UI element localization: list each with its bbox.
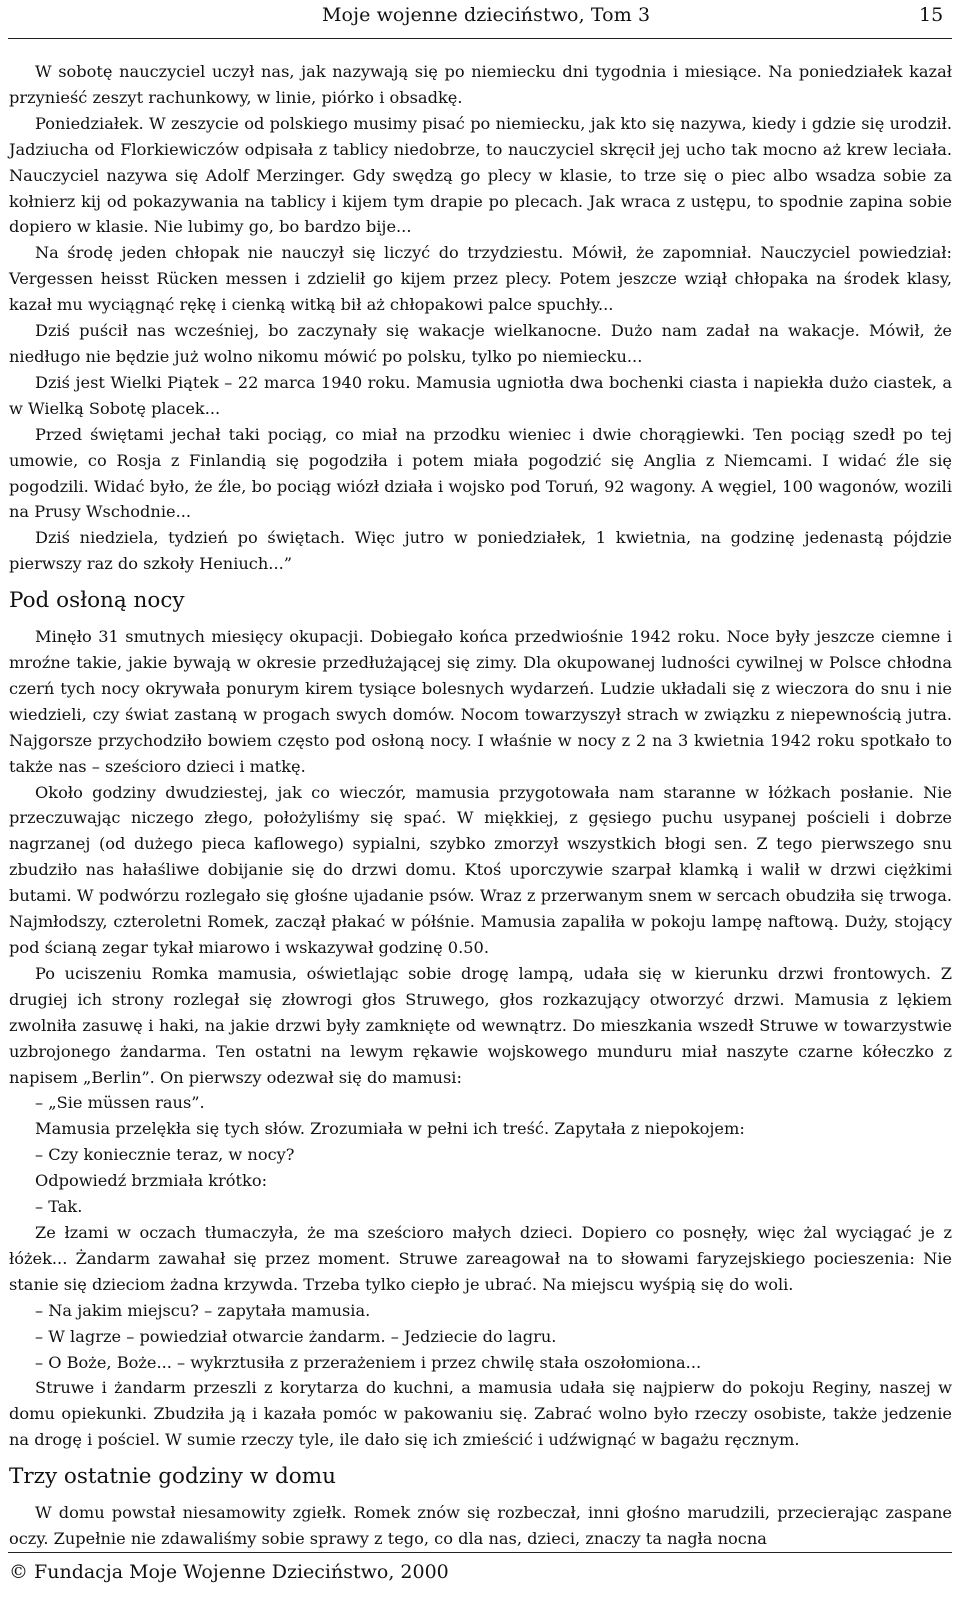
paragraph: Odpowiedź brzmiała krótko:: [35, 1171, 268, 1191]
paragraph: Po uciszeniu Romka mamusia, oświetlając sobie drogę lampą, udała się w kierunku drzwi frontowych. Z drugiej ich strony rozlegał się złowrogi głos Struwego, głos rozkazujący otworzyć drzwi. Mamusia z lękiem zwolniła zasuwę i haki, na jakie drzwi były zamknięte od wewnątrz. Do mieszkania wszedł Struwe w towarzystwie uzbrojonego żandarma. Ten ostatni na lewym rękawie wojskowego munduru miał naszyte czarne kółeczko z napisem „Berlin”. On pierwszy odezwał się do mamusi:: [9, 963, 952, 1087]
paragraph: Dziś niedziela, tydzień po świętach. Więc jutro w poniedziałek, 1 kwietnia, na godzinę jedenastą pójdzie pierwszy raz do szkoły Heniuch...”: [9, 528, 952, 574]
paragraph: Poniedziałek. W zeszycie od polskiego musimy pisać po niemiecku, jak kto się nazywa, kiedy i gdzie się urodził. Jadziucha od Florkiewiczów odpisała z tablicy niedobrze, to nauczyciel skręcił jej ucho tak mocno aż krew leciała. Nauczyciel nazywa się Adolf Merzinger. Gdy swędzą go plecy w klasie, to trze się o piec albo wsadza sobie za kołnierz kij od pokazywania na tablicy i kijem tym drapie po plecach. Jak wraca z ustępu, to spodnie zapina sobie dopiero w klasie. Nie lubimy go, bo bardzo bije...: [9, 113, 952, 237]
dialog-line: – Na jakim miejscu? – zapytała mamusia.: [35, 1300, 371, 1320]
paragraph: W domu powstał niesamowity zgiełk. Romek znów się rozbeczał, inni głośno marudzili, przecierając zaspane oczy. Zupełnie nie zdawaliśmy sobie sprawy z tego, co dla nas, dzieci, znaczy ta nagła nocna: [9, 1503, 952, 1549]
running-title: Moje wojenne dzieciństwo, Tom 3: [322, 4, 651, 26]
dialog-line: – Tak.: [35, 1197, 83, 1217]
page-number: 15: [919, 4, 944, 26]
page-body: [9, 59, 952, 1552]
dialog-line: – O Boże, Boże... – wykrztusiła z przerażeniem i przez chwilę stała oszołomiona...: [35, 1352, 702, 1372]
dialog-line: – Czy koniecznie teraz, w nocy?: [35, 1145, 295, 1165]
footer-divider: [8, 1552, 952, 1553]
paragraph: Mamusia przelękła się tych słów. Zrozumiała w pełni ich treść. Zapytała z niepokojem:: [35, 1119, 745, 1139]
section-heading: Trzy ostatnie godziny w domu: [9, 1464, 336, 1490]
paragraph: Na środę jeden chłopak nie nauczył się liczyć do trzydziestu. Mówił, że zapomniał. Nauczyciel powiedział: Vergessen heisst Rücken messen i zdzielił go kijem przez plecy. Potem jeszcze wziął chłopaka na środek klasy, kazał mu wyciągnąć rękę i cienką witką bił aż chłopakowi palce spuchły...: [9, 243, 952, 315]
footer-copyright: © Fundacja Moje Wojenne Dzieciństwo, 2000: [9, 1561, 449, 1583]
header-divider: [8, 38, 952, 39]
paragraph: Dziś puścił nas wcześniej, bo zaczynały się wakacje wielkanocne. Dużo nam zadał na wakacje. Mówił, że niedługo nie będzie już wolno nikomu mówić po polsku, tylko po niemiecku...: [9, 321, 952, 366]
paragraph: Dziś jest Wielki Piątek – 22 marca 1940 roku. Mamusia ugniotła dwa bochenki ciasta i napiekła dużo ciastek, a w Wielką Sobotę placek...: [9, 372, 952, 418]
paragraph: Minęło 31 smutnych miesięcy okupacji. Dobiegało końca przedwiośnie 1942 roku. Noce były jeszcze ciemne i mroźne takie, jakie bywają w okresie przedłużającej się zimy. Dla okupowanej ludności cywilnej w Polsce chłodna czerń tych nocy okrywała ponurym kirem tysiące bolesnych wydarzeń. Ludzie układali się z wieczora do snu i nie wiedzieli, czy świat zastaną w progach swych domów. Nocom towarzyszył strach w związku z niepewnością jutra. Najgorsze przychodziło bowiem często pod osłoną nocy. I właśnie w nocy z 2 na 3 kwietnia 1942 roku spotkało to także nas – sześcioro dzieci i matkę.: [9, 627, 952, 776]
dialog-line: – W lagrze – powiedział otwarcie żandarm. – Jedziecie do lagru.: [35, 1326, 557, 1346]
dialog-line: – „Sie müssen raus”.: [35, 1093, 205, 1113]
paragraph: Przed świętami jechał taki pociąg, co miał na przodku wieniec i dwie chorągiewki. Ten pociąg szedł po tej umowie, co Rosja z Finlandią się pogodziła i potem miała pogodzić się Anglia z Niemcami. I widać źle się pogodzili. Widać było, że źle, bo pociąg wiózł działa i wojsko pod Toruń, 92 wagony. A węgiel, 100 wagonów, wozili na Prusy Wschodnie...: [9, 424, 952, 522]
paragraph: Struwe i żandarm przeszli z korytarza do kuchni, a mamusia udała się najpierw do pokoju Reginy, naszej w domu opiekunki. Zbudziła ją i kazała pomóc w pakowaniu się. Zabrać wolno było rzeczy osobiste, także jedzenie na drogę i pościel. W sumie rzeczy tyle, ile dało się ich zmieścić i udźwignąć w bagażu ręcznym.: [9, 1378, 952, 1450]
paragraph: Około godziny dwudziestej, jak co wieczór, mamusia przygotowała nam staranne w łóżkach posłanie. Nie przeczuwając niczego złego, położyliśmy się spać. W miękkiej, z gęsiego puchu usypanej pościeli i dobrze nagrzanej (od dużego pieca kaflowego) sypialni, szybko zmorzył wszystkich błogi sen. Z tego pierwszego snu zbudziło nas hałaśliwe dobijanie się do drzwi domu. Ktoś uporczywie szarpał klamką i walił w drzwi ciężkimi butami. W podwórzu rozlegało się głośne ujadanie psów. Wraz z przerwanym snem w sercach obudziła się trwoga. Najmłodszy, czteroletni Romek, zaczął płakać w półśnie. Mamusia zapaliła w pokoju lampę naftową. Duży, stojący pod ścianą zegar tykał miarowo i wskazywał godzinę 0.50.: [9, 782, 952, 957]
paragraph: Ze łzami w oczach tłumaczyła, że ma sześcioro małych dzieci. Dopiero co posnęły, więc żal wyciągać je z łóżek... Żandarm zawahał się przez moment. Struwe zareagował na to słowami faryzejskiego pocieszenia: Nie stanie się dzieciom żadna krzywda. Trzeba tylko ciepło je ubrać. Na miejscu wyśpią się do woli.: [9, 1222, 952, 1294]
page-header: [0, 0, 960, 42]
section-heading: Pod osłoną nocy: [9, 588, 185, 614]
paragraph: W sobotę nauczyciel uczył nas, jak nazywają się po niemiecku dni tygodnia i miesiące. Na poniedziałek kazał przynieść zeszyt rachunkowy, w linie, piórko i obsadkę.: [9, 62, 952, 107]
